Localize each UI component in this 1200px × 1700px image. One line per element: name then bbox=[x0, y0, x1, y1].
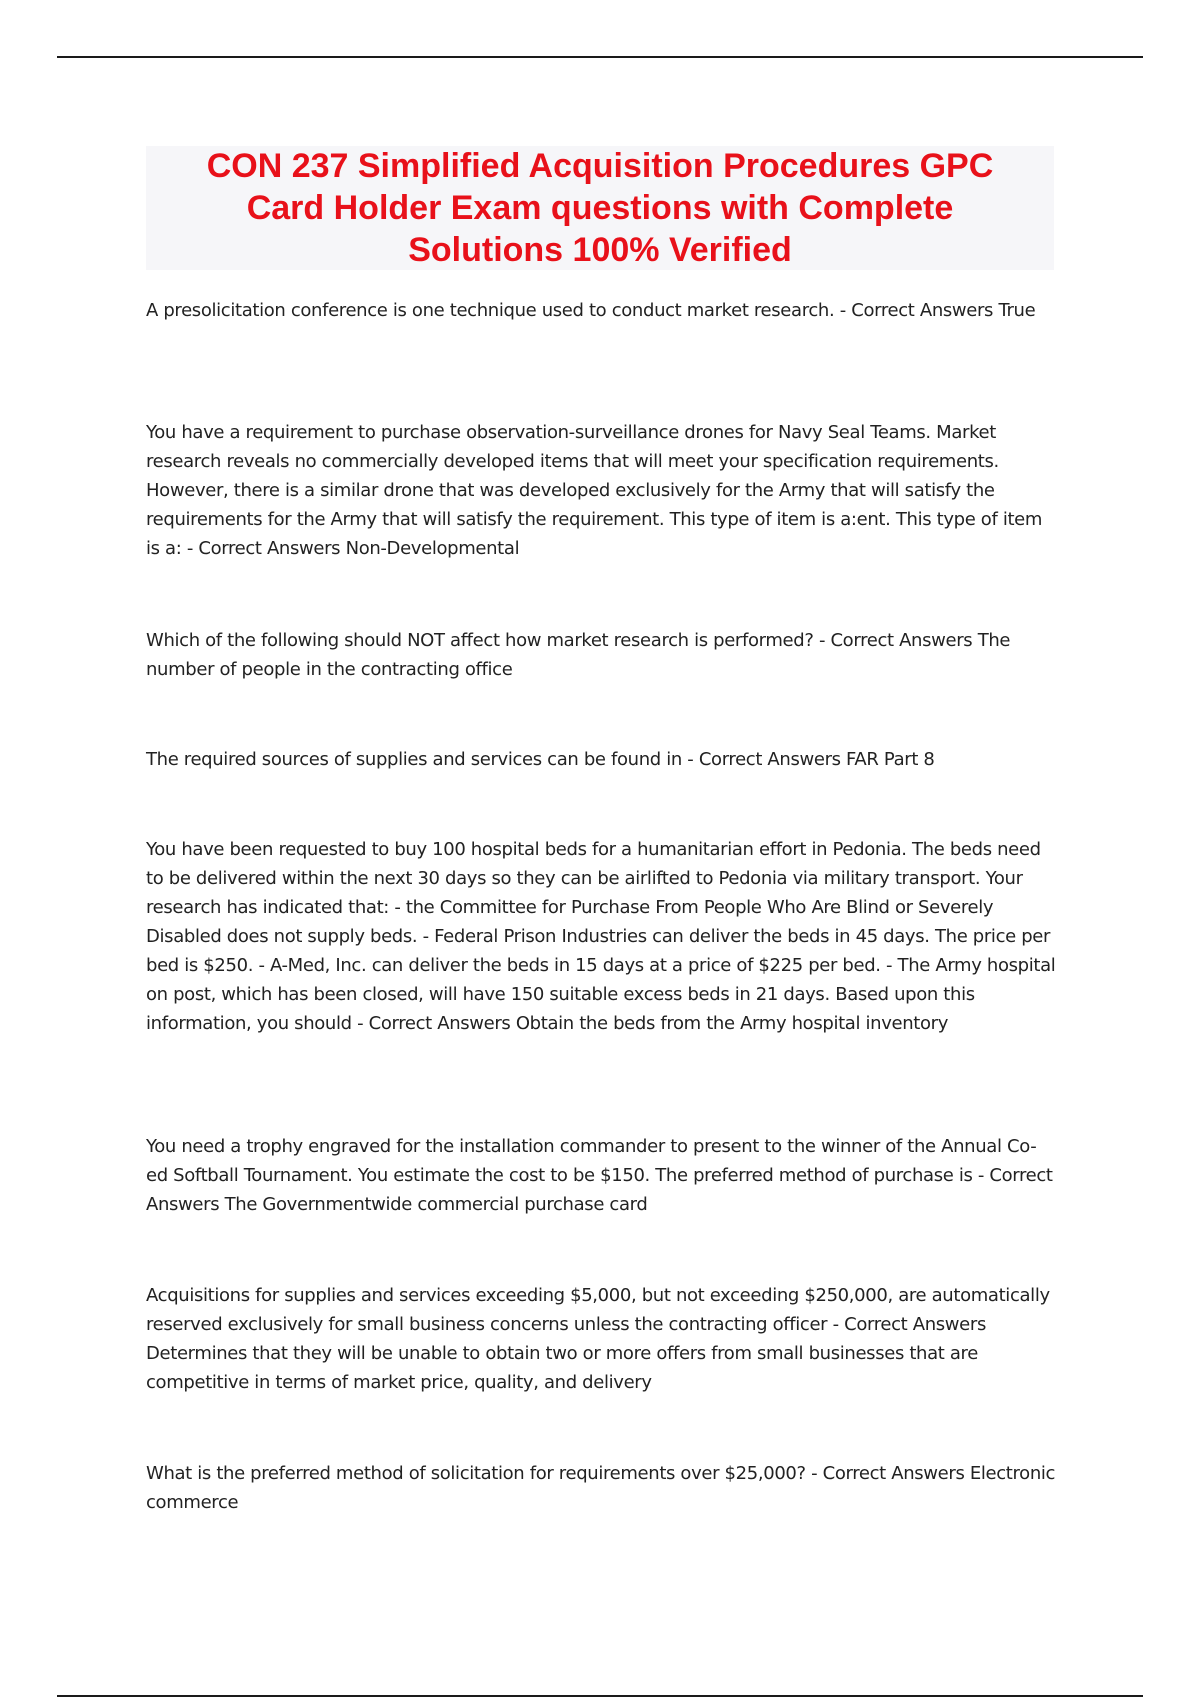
question-text: Which of the following should NOT affect how market research is performed? bbox=[146, 630, 814, 651]
question-text: What is the preferred method of solicitation for requirements over $25,000? bbox=[146, 1463, 806, 1484]
answer-separator: - Correct Answers bbox=[832, 1314, 986, 1335]
answer-text: Determines that they will be unable to obtain two or more offers from small businesses that are competitive in terms of market price, quality, and delivery bbox=[146, 1343, 978, 1393]
answer-text: FAR Part 8 bbox=[846, 749, 935, 770]
question-text: You need a trophy engraved for the installation commander to present to the winner of the Annual Co-ed Softball Tournament. You estimate the cost to be $150. The preferred method of purchase is bbox=[146, 1136, 1037, 1186]
question-text: A presolicitation conference is one technique used to conduct market research. bbox=[146, 300, 835, 321]
answer-separator: - Correct Answers bbox=[146, 1165, 1053, 1215]
qa-item-5 bbox=[146, 835, 1058, 1038]
answer-text: Non-Developmental bbox=[345, 538, 520, 559]
answer-separator: - Correct Answers bbox=[839, 300, 994, 321]
title-banner bbox=[146, 146, 1054, 270]
question-text: Acquisitions for supplies and services exceeding $5,000, but not exceeding $250,000, are automatically reserved exclusively for small business concerns unless the contracting officer bbox=[146, 1285, 1050, 1335]
document-title: CON 237 Simplified Acquisition Procedures GPC Card Holder Exam questions with Complete Solutions 100% Verified bbox=[206, 147, 994, 269]
answer-separator: - Correct Answers bbox=[818, 630, 973, 651]
bottom-rule bbox=[57, 1695, 1143, 1697]
question-text: The required sources of supplies and services can be found in bbox=[146, 749, 682, 770]
answer-text: The number of people in the contracting office bbox=[146, 630, 1011, 680]
answer-text: The Governmentwide commercial purchase card bbox=[224, 1194, 648, 1215]
answer-separator: - Correct Answers bbox=[186, 538, 341, 559]
qa-item-8 bbox=[146, 1459, 1058, 1517]
answer-text: Electronic commerce bbox=[146, 1463, 1056, 1513]
answer-separator: - Correct Answers bbox=[687, 749, 841, 770]
qa-item-2 bbox=[146, 418, 1058, 563]
answer-text: Obtain the beds from the Army hospital inventory bbox=[515, 1013, 949, 1034]
answer-separator: - Correct Answers bbox=[811, 1463, 965, 1484]
answer-separator: - Correct Answers bbox=[357, 1013, 511, 1034]
answer-text: True bbox=[998, 300, 1036, 321]
qa-item-3 bbox=[146, 626, 1058, 684]
top-rule bbox=[57, 56, 1143, 58]
qa-item-1 bbox=[146, 296, 1058, 325]
qa-item-6 bbox=[146, 1132, 1058, 1219]
qa-item-7 bbox=[146, 1281, 1058, 1397]
qa-item-4 bbox=[146, 745, 1058, 774]
question-text: You have been requested to buy 100 hospital beds for a humanitarian effort in Pedonia. The beds need to be delivered within the next 30 days so they can be airlifted to Pedonia via military transport. Your research has indicated that: - the Committee for Purchase From People Who Are Blind or Severely Disabled does not supply beds. - Federal Prison Industries can deliver the beds in 45 days. The price per bed is $250. - A-Med, Inc. can deliver the beds in 15 days at a price of $225 per bed. - The Army hospital on post, which has been closed, will have 150 suitable excess beds in 21 days. Based upon this information, you should bbox=[146, 839, 1056, 1034]
question-text: You have a requirement to purchase observation-surveillance drones for Navy Seal Teams. Market research reveals no commercially developed items that will meet your specification requirements. However, there is a similar drone that was developed exclusively for the Army that will satisfy the requirements for the Army that will satisfy the requirement. This type of item is a:ent. This type of item is a: bbox=[146, 422, 1043, 559]
